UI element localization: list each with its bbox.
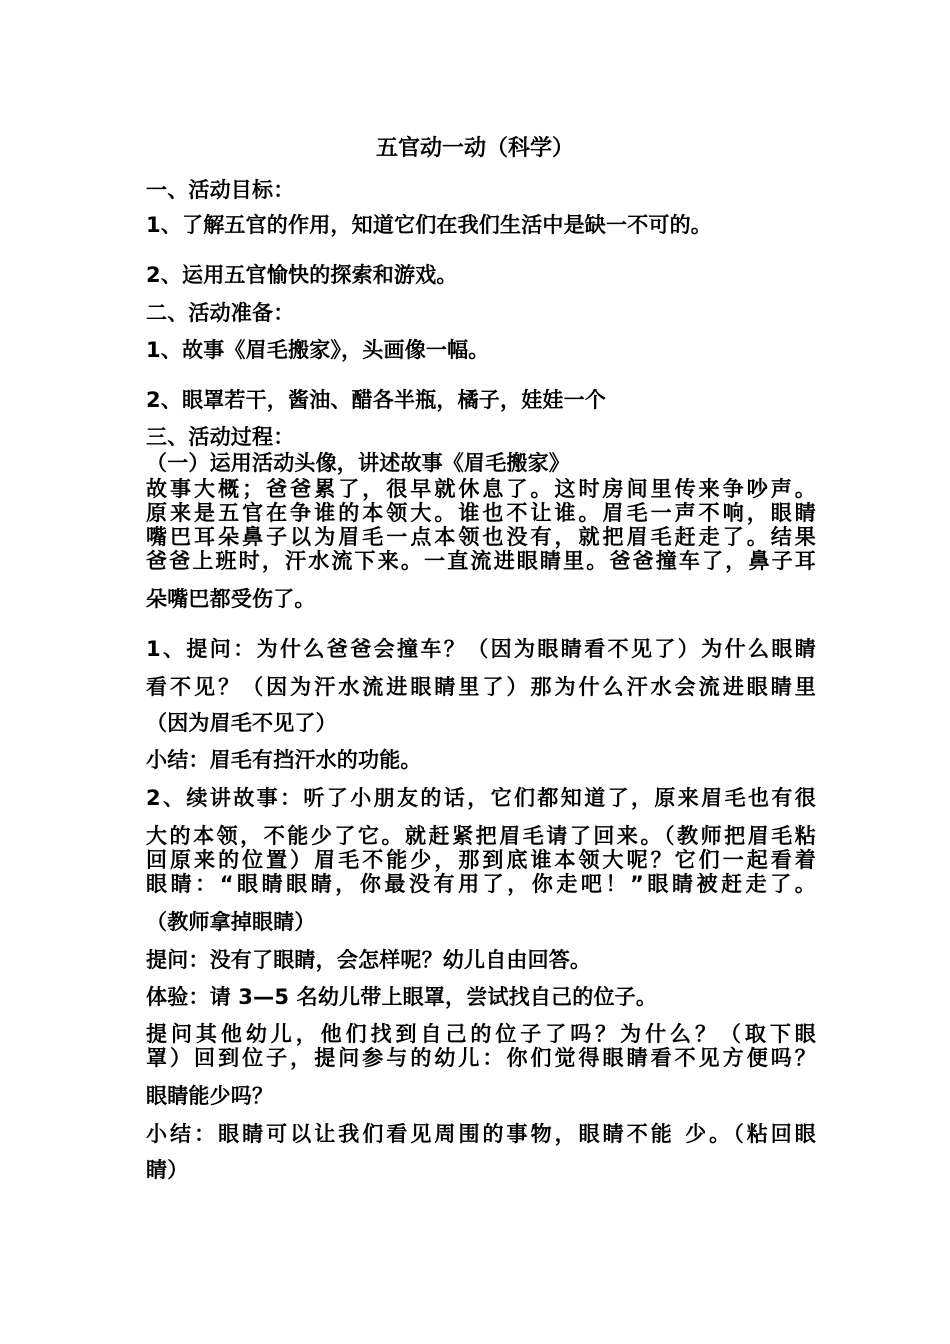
process-step-1: （一）运用活动头像，讲述故事《眉毛搬家》 [146,451,570,475]
story-continue-line: 回原来的位置）眉毛不能少，那到底谁本领大呢？它们一起看着 [146,848,816,872]
question-line: 罩）回到位子，提问参与的幼儿：你们觉得眼睛看不见方便吗？ [146,1046,816,1070]
question-line: 眼睛能少吗？ [146,1084,274,1108]
question-line: 1、提问：为什么爸爸会撞车？（因为眼睛看不见了）为什么眼睛 [146,637,816,661]
story-line: 嘴巴耳朵鼻子以为眉毛一点本领也没有，就把眉毛赶走了。结果 [146,525,816,549]
story-line: 原来是五官在争谁的本领大。谁也不让谁。眉毛一声不响，眼睛 [146,501,816,525]
summary-line: 睛） [146,1158,189,1182]
goal-item-1: 1、了解五官的作用，知道它们在我们生活中是缺一不可的。 [146,213,713,237]
goal-item-2: 2、运用五官愉快的探索和游戏。 [146,263,458,287]
summary-line: 小结：眉毛有挡汗水的功能。 [146,748,422,772]
preparation-item-1: 1、故事《眉毛搬家》，头画像一幅。 [146,338,490,362]
question-line: 看不见？（因为汗水流进眼睛里了）那为什么汗水会流进眼睛里 [146,675,816,699]
story-continue-line: 2、续讲故事：听了小朋友的话，它们都知道了，原来眉毛也有很 [146,786,816,810]
question-line: 提问其他幼儿，他们找到自己的位子了吗？为什么？（取下眼 [146,1022,816,1046]
preparation-item-2: 2、眼罩若干，酱油、醋各半瓶，橘子，娃娃一个 [146,388,607,412]
story-line: 故事大概；爸爸累了，很早就休息了。这时房间里传来争吵声。 [146,477,816,501]
section-heading-goals: 一、活动目标： [146,178,295,202]
experience-line: 体验：请 3—5 名幼儿带上眼罩，尝试找自己的位子。 [146,985,658,1009]
question-line: 提问：没有了眼睛，会怎样呢？幼儿自由回答。 [146,948,592,972]
story-line: 爸爸上班时，汗水流下来。一直流进眼睛里。爸爸撞车了，鼻子耳 [146,549,816,573]
section-heading-preparation: 二、活动准备： [146,301,295,325]
summary-line: 小结：眼睛可以让我们看见周围的事物，眼睛不能 少。（粘回眼 [146,1122,816,1146]
story-line: 朵嘴巴都受伤了。 [146,587,316,611]
story-continue-line: 大的本领，不能少了它。就赶紧把眉毛请了回来。（教师把眉毛粘 [146,824,816,848]
document-title: 五官动一动（科学） [375,136,574,161]
story-continue-line: （教师拿掉眼睛） [146,910,316,934]
question-line: （因为眉毛不见了） [146,711,337,735]
section-heading-process: 三、活动过程： [146,425,295,449]
story-continue-line: 眼睛：“眼睛眼睛，你最没有用了，你走吧！”眼睛被赶走了。 [146,872,816,896]
